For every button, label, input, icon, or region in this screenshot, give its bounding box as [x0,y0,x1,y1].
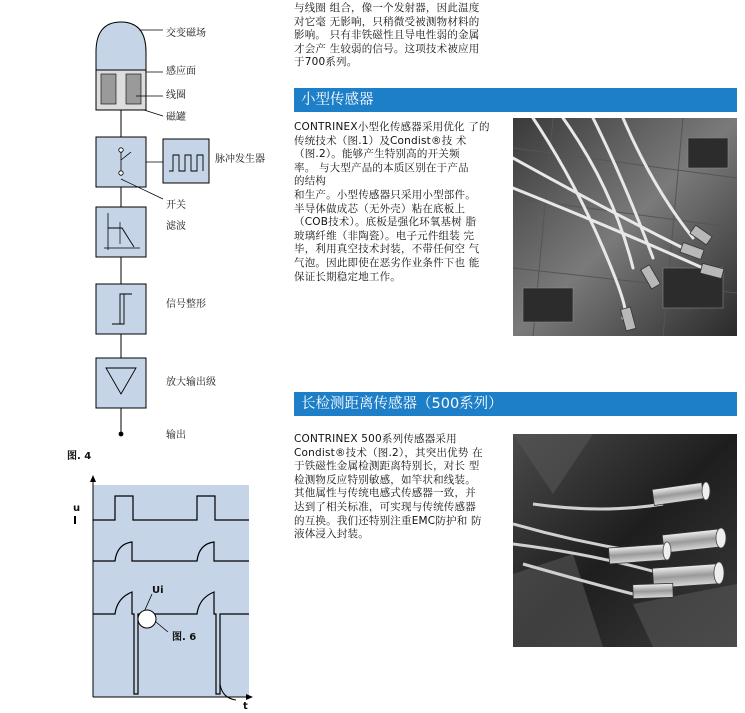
section-long-range-text [294,433,509,542]
text-line: （COB技术）。底板是强化环氧基树 脂 [294,216,477,229]
label-pulse-generator: 脉冲发生器 [215,154,265,165]
figure-4-caption: 图. 4 [67,451,92,462]
text-line: 于铁磁性金属检测距离特别长，对长 型 [294,460,480,473]
text-line: 的结构 [294,175,327,188]
label-pot-core: 磁罐 [166,112,186,123]
section-miniature-banner [294,88,737,112]
label-filter: 滤波 [166,221,186,232]
label-switch: 开关 [166,200,186,211]
section-miniature-title: 小型传感器 [301,92,374,108]
intro-line: 才会产 生较弱的信号。这项技术被应用 [294,42,480,55]
text-line: CONTRINEX 500系列传感器采用 [294,433,457,445]
text-line: 达到了相关标准，可实现与传统传感器 [294,500,476,513]
label-alternating-field: 交变磁场 [166,28,206,39]
text-line: （图.2）。能够产生特别高的开关频 [294,148,460,161]
amplifier-block [96,358,146,408]
signal-shaping-block [96,284,146,334]
label-sensing-surface: 感应面 [166,66,196,77]
waveform-ui-label: Ui [152,585,164,596]
section-long-range-banner [294,392,737,416]
text-line: 液体浸入封装。 [294,528,369,541]
text-line: 其他属性与传统电感式传感器一致，并 [294,487,476,500]
intro-line: 对它毫 无影响，只稍微受被测物材料的 [294,15,480,28]
text-line: 率。 与大型产品的本质区别在于产品 [294,161,469,174]
text-line: 气泡。因此即使在恶劣作业条件下也 能 [294,256,480,269]
intro-line: 于700系列。 [294,56,358,69]
label-signal-shaping: 信号整形 [166,299,206,310]
text-line: 保证长期稳定地工作。 [294,270,401,283]
text-line: 传统技术（图.1）及Condist®技 术 [294,134,467,147]
text-line: 毕，利用真空技术封装，不带任何空 气 [294,243,480,256]
text-line: 检测物反应特别敏感，如竿状和线装。 [294,473,476,486]
long-range-sensors-photo [513,434,737,647]
text-line: 半导体做成芯（无外壳）粘在底板上 [294,202,466,215]
text-line: 玻璃纤维（非陶瓷）。电子元件组装 完 [294,229,475,242]
waveform-u-mark [74,516,76,524]
intro-line: 影响。 只有非铁磁性且导电性弱的金属 [294,29,480,42]
text-line: Condist®技术（图.2），其突出优势 在 [294,446,483,459]
section-long-range-title: 长检测距离传感器（500系列） [301,396,503,412]
waveform-t-label: t [243,701,248,712]
text-line: CONTRINEX小型化传感器采用优化 了的 [294,121,490,133]
text-line: 和生产。小型传感器只采用小型部件。 [294,188,476,201]
intro-line: 与线圈 组合，像一个发射器，因此温度 [294,2,480,14]
label-amplifier-output: 放大输出级 [166,377,216,388]
filter-block [96,207,146,257]
text-line: 的互换。我们还特别注重EMC防护和 防 [294,514,482,527]
sensing-dome [96,22,146,70]
miniature-sensors-photo [513,118,737,336]
pulse-generator-block [163,139,209,183]
block-diagram [0,0,290,450]
label-output: 输出 [166,430,186,441]
label-coil: 线圈 [166,90,186,101]
figure-6-caption: 图. 6 [172,632,197,643]
section-miniature-text [294,121,509,284]
intro-paragraph [294,2,509,70]
waveform-u-label: u [73,503,81,514]
